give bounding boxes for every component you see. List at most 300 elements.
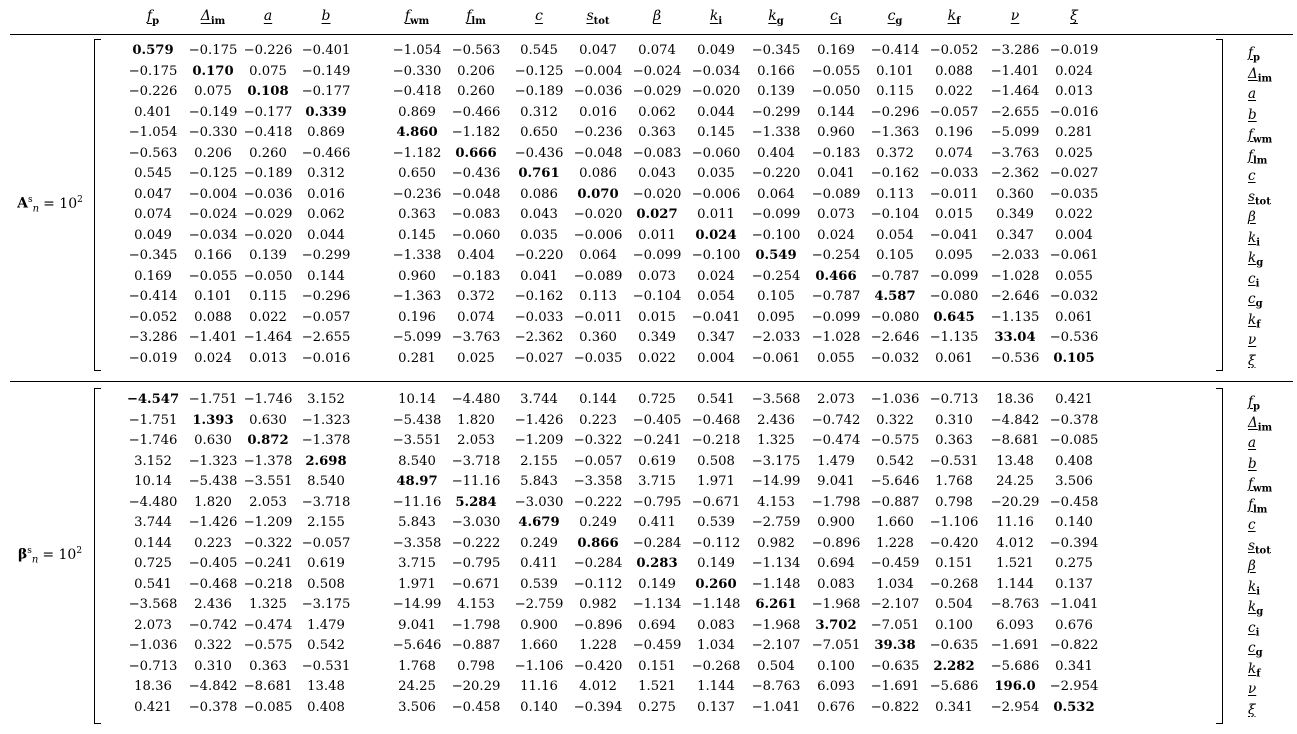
matrix-row <box>0 575 1220 595</box>
matrix-cell: −0.322 <box>573 433 623 448</box>
matrix-cell: 0.341 <box>1055 658 1093 674</box>
matrix-cell: 0.508 <box>697 453 735 469</box>
matrix-cell: 1.971 <box>398 576 436 592</box>
matrix-cell: 0.404 <box>457 248 495 263</box>
matrix-cell: 0.408 <box>307 699 345 715</box>
matrix-cell: 18.36 <box>134 679 172 694</box>
matrix-cell: −1.106 <box>929 515 979 530</box>
matrix-cell: 0.630 <box>249 412 287 428</box>
column-header-symbol: f <box>466 8 472 24</box>
row-label-symbol: s <box>1248 188 1255 205</box>
matrix-cell: 0.064 <box>579 248 617 263</box>
matrix-cell: −0.032 <box>1049 289 1099 304</box>
row-label-subscript: tot <box>1254 196 1271 208</box>
matrix-cell: 0.310 <box>935 412 973 428</box>
matrix-cell: 0.149 <box>638 576 676 592</box>
matrix-cell: 0.101 <box>876 63 914 79</box>
matrix-cell: −0.100 <box>691 248 741 263</box>
matrix-cell: 0.866 <box>577 535 619 551</box>
matrix-cell: −0.468 <box>188 576 238 592</box>
row-label-symbol: k <box>1248 578 1257 595</box>
row-label-symbol: f <box>1248 127 1253 143</box>
matrix-cell: −0.125 <box>514 63 564 79</box>
row-label <box>1248 105 1288 125</box>
matrix-cell: −1.968 <box>811 597 861 612</box>
matrix-cell: −2.107 <box>751 638 801 653</box>
matrix-row <box>0 698 1220 718</box>
matrix-cell: 8.540 <box>398 453 436 469</box>
matrix-cell: −0.218 <box>243 576 293 592</box>
row-label-symbol: b <box>1248 106 1257 123</box>
matrix-cell: −8.763 <box>751 679 801 694</box>
matrix-cell: −0.004 <box>188 186 238 202</box>
matrix-cell: −3.718 <box>451 453 501 469</box>
matrix-cell: 0.761 <box>518 166 560 181</box>
matrix-cell: −0.033 <box>929 166 979 181</box>
matrix-row <box>0 616 1220 636</box>
column-header-subscript: im <box>210 15 226 27</box>
matrix-cell: 0.105 <box>757 289 795 304</box>
matrix-cell: −0.236 <box>573 125 623 140</box>
matrix-cell: 0.145 <box>697 125 735 140</box>
matrix-cell: −0.284 <box>573 556 623 571</box>
matrix-cell: 0.196 <box>935 125 973 140</box>
column-header-0 <box>123 8 183 27</box>
matrix-row <box>0 554 1220 574</box>
matrix-cell: −2.954 <box>990 699 1040 715</box>
matrix-cell: 0.151 <box>638 658 676 674</box>
matrix-cell: 0.100 <box>935 617 973 633</box>
matrix-cell: −0.020 <box>691 84 741 99</box>
matrix-cell: −0.019 <box>1049 43 1099 58</box>
matrix-row <box>0 82 1220 102</box>
matrix-cell: 1.034 <box>697 638 735 653</box>
column-header-symbol: f <box>146 8 153 24</box>
matrix-cell: 3.702 <box>815 617 857 633</box>
matrix-cell: 0.047 <box>579 43 617 58</box>
matrix-cell: 0.363 <box>935 433 973 448</box>
matrix-cell: 6.093 <box>996 617 1034 633</box>
matrix-cell: −1.106 <box>514 658 564 674</box>
matrix-cell: 39.38 <box>874 638 916 653</box>
column-header-subscript: wm <box>409 15 430 27</box>
matrix-cell: 5.843 <box>520 474 558 489</box>
matrix-cell: −0.822 <box>870 699 920 715</box>
matrix-cell: −5.646 <box>392 638 442 653</box>
matrix-cell: 9.041 <box>398 617 436 633</box>
matrix-cell: 1.479 <box>307 617 345 633</box>
matrix-cell: 0.312 <box>520 104 558 120</box>
matrix-cell: 0.725 <box>638 392 676 407</box>
matrix-cell: −0.405 <box>188 556 238 571</box>
matrix-row <box>0 226 1220 246</box>
matrix-cell: 0.539 <box>520 576 558 592</box>
matrix-row <box>0 205 1220 225</box>
matrix-cell: −4.480 <box>128 494 178 510</box>
matrix-cell: 0.408 <box>1055 453 1093 469</box>
matrix-cell: −4.480 <box>451 392 501 407</box>
matrix-cell: −0.112 <box>691 535 741 551</box>
matrix-cell: −3.763 <box>990 145 1040 161</box>
matrix-cell: 0.349 <box>996 207 1034 222</box>
matrix-cell: 0.022 <box>638 350 676 366</box>
matrix-cell: 10.14 <box>398 392 436 407</box>
matrix-cell: 3.152 <box>307 392 345 407</box>
matrix-cell: −0.104 <box>632 289 682 304</box>
matrix-cell: −5.438 <box>188 474 238 489</box>
matrix-cell: −0.104 <box>870 207 920 222</box>
matrix-cell: −3.551 <box>392 433 442 448</box>
matrix-cell: 0.013 <box>1055 84 1093 99</box>
matrix-cell: 0.144 <box>579 392 617 407</box>
matrix-cell: −8.681 <box>243 679 293 694</box>
matrix-cell: 0.310 <box>194 658 232 674</box>
column-header-symbol: a <box>263 8 273 24</box>
matrix-cell: −0.029 <box>632 84 682 99</box>
column-header-15 <box>1044 8 1104 24</box>
matrix-cell: −0.226 <box>128 84 178 99</box>
matrix-cell: −0.414 <box>870 43 920 58</box>
matrix-cell: −5.438 <box>392 412 442 428</box>
matrix-cell: 0.115 <box>249 289 287 304</box>
matrix-cell: 0.650 <box>398 166 436 181</box>
matrix-cell: −1.378 <box>301 433 351 448</box>
row-label-symbol: k <box>1248 599 1257 615</box>
matrix-cell: −0.742 <box>188 617 238 633</box>
matrix-cell: −1.691 <box>990 638 1040 653</box>
row-label-symbol: ξ <box>1248 701 1256 718</box>
matrix-cell: 196.0 <box>994 679 1036 694</box>
matrix-cell: −1.426 <box>514 412 564 428</box>
matrix-cell: −0.019 <box>128 350 178 366</box>
matrix-cell: 0.041 <box>520 268 558 284</box>
matrix-cell: −0.575 <box>870 433 920 448</box>
matrix-cell: 0.645 <box>933 309 975 325</box>
matrix-cell: 0.088 <box>194 309 232 325</box>
matrix-cell: 0.144 <box>307 268 345 284</box>
matrix-cell: −1.464 <box>243 330 293 345</box>
matrix-cell: 0.223 <box>579 412 617 428</box>
matrix-cell: 0.260 <box>695 576 737 592</box>
matrix-cell: −0.036 <box>243 186 293 202</box>
matrix-cell: 6.261 <box>755 597 797 612</box>
matrix-cell: −0.183 <box>451 268 501 284</box>
matrix-cell: −3.763 <box>451 330 501 345</box>
matrix-cell: −1.028 <box>811 330 861 345</box>
matrix-cell: −2.655 <box>301 330 351 345</box>
matrix-cell: −0.011 <box>929 186 979 202</box>
matrix-cell: 0.015 <box>935 207 973 222</box>
row-label-subscript: p <box>1253 401 1260 413</box>
matrix-cell: −0.787 <box>811 289 861 304</box>
matrix-cell: 0.144 <box>134 535 172 551</box>
matrix-cell: −2.033 <box>751 330 801 345</box>
matrix-cell: −0.175 <box>128 63 178 79</box>
matrix-cell: 0.086 <box>520 186 558 202</box>
matrix-cell: 0.619 <box>638 453 676 469</box>
matrix-cell: −0.394 <box>573 699 623 715</box>
row-label-subscript: i <box>1256 237 1260 249</box>
matrix-cell: 33.04 <box>994 330 1036 345</box>
matrix-cell: −11.16 <box>392 494 442 510</box>
column-header-symbol: k <box>709 8 719 24</box>
matrix-cell: 0.105 <box>876 248 914 263</box>
matrix-cell: 0.504 <box>935 597 973 612</box>
matrix-cell: 0.105 <box>1053 350 1095 366</box>
matrix-superscript: s <box>28 195 33 205</box>
matrix-cell: −0.299 <box>301 248 351 263</box>
matrix-cell: 0.349 <box>638 330 676 345</box>
row-label-subscript: g <box>1256 257 1264 269</box>
matrix-cell: −0.004 <box>573 63 623 79</box>
matrix-cell: −0.024 <box>188 207 238 222</box>
matrix-cell: −1.363 <box>392 289 442 304</box>
row-label-symbol: ξ <box>1248 352 1256 369</box>
matrix-cell: −2.954 <box>1049 679 1099 694</box>
matrix-cell: −0.099 <box>929 268 979 284</box>
matrix-cell: 0.062 <box>307 207 345 222</box>
column-header-11 <box>806 8 866 27</box>
matrix-cell: −1.426 <box>188 515 238 530</box>
matrix-cell: −0.006 <box>573 227 623 243</box>
matrix-cell: −0.034 <box>691 63 741 79</box>
matrix-cell: 0.054 <box>876 227 914 243</box>
matrix-row <box>0 144 1220 164</box>
matrix-cell: −0.048 <box>451 186 501 202</box>
matrix-cell: 4.860 <box>396 125 438 140</box>
matrix-row <box>0 41 1220 61</box>
row-label-symbol: k <box>1248 660 1257 677</box>
matrix-cell: 1.768 <box>398 658 436 674</box>
matrix-row <box>0 431 1220 451</box>
matrix-cell: −0.080 <box>929 289 979 304</box>
matrix-cell: 0.421 <box>134 699 172 715</box>
matrix-cell: −3.175 <box>301 597 351 612</box>
matrix-cell: 0.872 <box>247 433 289 448</box>
matrix-cell: 0.075 <box>249 63 287 79</box>
matrix-cell: −0.822 <box>1049 638 1099 653</box>
matrix-cell: 0.694 <box>638 617 676 633</box>
matrix-cell: 0.144 <box>817 104 855 120</box>
row-label-symbol: b <box>1248 455 1257 472</box>
matrix-cell: −4.842 <box>188 679 238 694</box>
matrix-cell: 9.041 <box>817 474 855 489</box>
matrix-cell: 3.744 <box>520 392 558 407</box>
row-label-symbol: f <box>1248 476 1253 492</box>
matrix-cell: −0.149 <box>188 104 238 120</box>
matrix-cell: 0.139 <box>249 248 287 263</box>
matrix-cell: 0.049 <box>134 227 172 243</box>
matrix-cell: 0.206 <box>194 145 232 161</box>
matrix-cell: 3.506 <box>1055 474 1093 489</box>
matrix-cell: 0.055 <box>817 350 855 366</box>
matrix-cell: −14.99 <box>392 597 442 612</box>
matrix-cell: 0.260 <box>249 145 287 161</box>
matrix-cell: 0.539 <box>697 515 735 530</box>
matrix-cell: −1.209 <box>514 433 564 448</box>
matrix-cell: −0.020 <box>573 207 623 222</box>
matrix-cell: 24.25 <box>398 679 436 694</box>
matrix-cell: −1.028 <box>990 268 1040 284</box>
matrix-cell: −1.751 <box>188 392 238 407</box>
matrix-cell: −2.362 <box>990 166 1040 181</box>
matrix-cell: 1.479 <box>817 453 855 469</box>
column-header-subscript: g <box>895 15 903 27</box>
matrix-cell: −0.011 <box>573 309 623 325</box>
matrix-cell: −3.175 <box>751 453 801 469</box>
matrix-cell: −0.458 <box>451 699 501 715</box>
matrix-cell: −0.061 <box>1049 248 1099 263</box>
matrix-symbol: β <box>17 546 28 563</box>
matrix-cell: −8.763 <box>990 597 1040 612</box>
matrix-cell: −0.887 <box>451 638 501 653</box>
matrix-cell: −0.418 <box>392 84 442 99</box>
matrix-cell: −0.020 <box>243 227 293 243</box>
column-header-symbol: ξ <box>1070 8 1078 24</box>
matrix-cell: −1.363 <box>870 125 920 140</box>
matrix-cell: −0.220 <box>514 248 564 263</box>
matrix-cell: 0.074 <box>638 43 676 58</box>
matrix-cell: −0.458 <box>1049 494 1099 510</box>
matrix-cell: −0.254 <box>751 268 801 284</box>
matrix-cell: 0.676 <box>1055 617 1093 633</box>
matrix-cell: 3.506 <box>398 699 436 715</box>
row-label-subscript: i <box>1256 586 1260 598</box>
matrix-cell: −5.646 <box>870 474 920 489</box>
matrix-cell: −0.268 <box>929 576 979 592</box>
matrix-cell: −0.713 <box>929 392 979 407</box>
matrix-cell: −0.020 <box>632 186 682 202</box>
matrix-cell: 1.820 <box>194 494 232 510</box>
row-label-symbol: k <box>1248 250 1257 266</box>
matrix-cell: −2.646 <box>870 330 920 345</box>
matrix-row <box>0 349 1220 369</box>
matrix-cell: −1.338 <box>751 125 801 140</box>
separator-rule <box>10 381 1293 382</box>
matrix-row <box>0 534 1220 554</box>
matrix-cell: −5.686 <box>990 658 1040 674</box>
matrix-symbol: A <box>17 195 29 212</box>
matrix-cell: 3.715 <box>638 474 676 489</box>
matrix-cell: 1.325 <box>757 433 795 448</box>
matrix-cell: 0.047 <box>134 186 172 202</box>
row-label <box>1248 330 1288 350</box>
matrix-cell: 0.024 <box>1055 63 1093 79</box>
matrix-cell: −0.220 <box>751 166 801 181</box>
matrix-cell: −1.798 <box>451 617 501 633</box>
matrix-cell: 0.169 <box>817 43 855 58</box>
header-rule <box>10 34 1293 35</box>
matrix-cell: −0.536 <box>1049 330 1099 345</box>
matrix-cell: 0.022 <box>249 309 287 325</box>
matrix-cell: −1.054 <box>128 125 178 140</box>
column-header-4 <box>387 8 447 27</box>
matrix-cell: 1.228 <box>876 535 914 551</box>
matrix-cell: −0.060 <box>691 145 741 161</box>
matrix-cell: 1.228 <box>579 638 617 653</box>
row-label-subscript: g <box>1256 606 1264 618</box>
matrix-cell: 0.650 <box>520 125 558 140</box>
matrix-cell: −0.405 <box>632 412 682 428</box>
matrix-row <box>0 164 1220 184</box>
row-label <box>1248 433 1288 453</box>
matrix-cell: 0.095 <box>935 248 973 263</box>
matrix-cell: −0.100 <box>751 227 801 243</box>
matrix-cell: −0.474 <box>243 617 293 633</box>
matrix-cell: 5.284 <box>455 494 497 510</box>
matrix-cell: −0.189 <box>243 166 293 181</box>
matrix-cell: −1.148 <box>751 576 801 592</box>
matrix-cell: 0.363 <box>638 125 676 140</box>
matrix-cell: 18.36 <box>996 392 1034 407</box>
matrix-cell: −0.466 <box>301 145 351 161</box>
matrix-cell: −0.036 <box>573 84 623 99</box>
matrix-cell: −0.052 <box>128 309 178 325</box>
matrix-cell: −0.896 <box>811 535 861 551</box>
row-label-subscript: lm <box>1253 504 1268 516</box>
matrix-cell: 4.587 <box>874 289 916 304</box>
matrix-cell: −0.027 <box>514 350 564 366</box>
matrix-cell: 0.025 <box>1055 145 1093 161</box>
matrix-cell: 0.619 <box>307 556 345 571</box>
matrix-cell: 1.768 <box>935 474 973 489</box>
matrix-cell: −3.286 <box>128 330 178 345</box>
matrix-cell: 0.137 <box>1055 576 1093 592</box>
row-label-symbol: c <box>1248 168 1256 184</box>
matrix-cell: −0.420 <box>573 658 623 674</box>
matrix-cell: −0.742 <box>811 412 861 428</box>
column-header-9 <box>686 8 746 27</box>
matrix-cell: 0.798 <box>457 658 495 674</box>
matrix-cell: −0.299 <box>751 104 801 120</box>
matrix-cell: −0.468 <box>691 412 741 428</box>
matrix-cell: −0.080 <box>870 309 920 325</box>
matrix-cell: −0.035 <box>1049 186 1099 202</box>
matrix-cell: 0.982 <box>757 535 795 551</box>
row-label <box>1248 556 1288 576</box>
matrix-row <box>0 411 1220 431</box>
row-label-subscript: i <box>1255 627 1260 639</box>
matrix-cell: −20.29 <box>451 679 501 694</box>
matrix-cell: −1.135 <box>929 330 979 345</box>
matrix-cell: 0.049 <box>697 43 735 58</box>
matrix-cell: −8.681 <box>990 433 1040 448</box>
row-label-subscript: g <box>1255 298 1263 310</box>
matrix-cell: 0.013 <box>249 350 287 366</box>
row-label-symbol: f <box>1248 147 1253 164</box>
matrix-cell: 0.149 <box>697 556 735 571</box>
column-header-7 <box>568 8 628 27</box>
matrix-cell: 0.061 <box>935 350 973 366</box>
matrix-cell: −0.795 <box>451 556 501 571</box>
matrix-cell: 4.153 <box>757 494 795 510</box>
matrix-cell: −0.222 <box>451 535 501 551</box>
matrix-cell: 0.095 <box>757 309 795 325</box>
column-header-subscript: p <box>152 15 160 27</box>
matrix-row <box>0 328 1220 348</box>
matrix-cell: −0.149 <box>301 63 351 79</box>
matrix-cell: −0.531 <box>301 658 351 674</box>
matrix-cell: 0.044 <box>697 104 735 120</box>
matrix-cell: 2.053 <box>249 494 287 510</box>
matrix-cell: 0.869 <box>398 104 436 120</box>
matrix-cell: 0.025 <box>457 350 495 366</box>
matrix-cell: −5.099 <box>392 330 442 345</box>
matrix-cell: 0.421 <box>1055 392 1093 407</box>
matrix-cell: −0.177 <box>301 84 351 99</box>
matrix-cell: −0.459 <box>870 556 920 571</box>
matrix-cell: 4.012 <box>996 535 1034 551</box>
